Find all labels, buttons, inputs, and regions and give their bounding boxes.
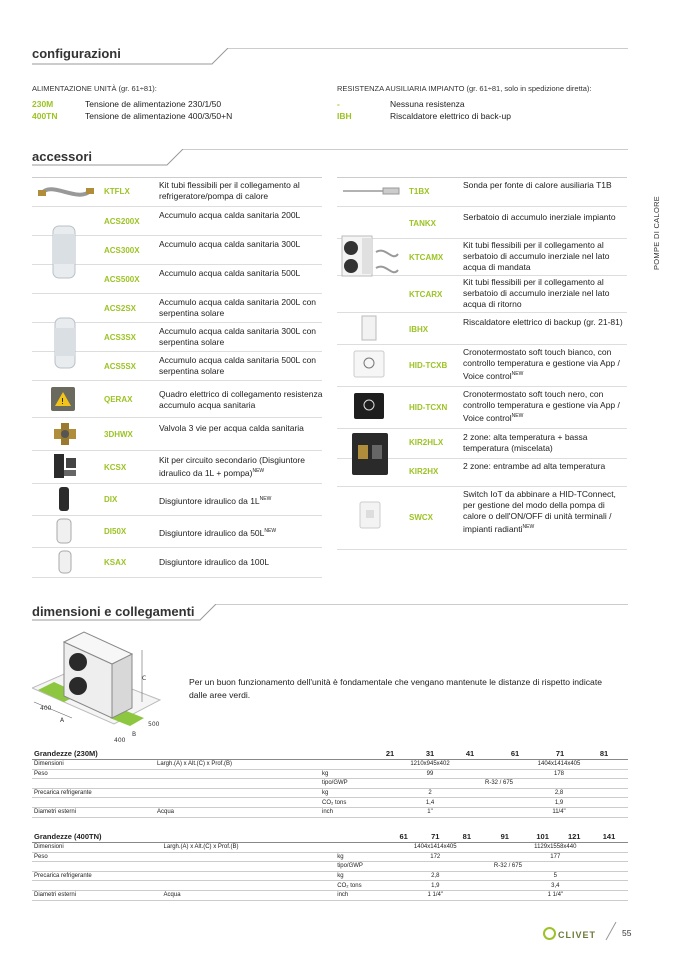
config-code: IBH <box>337 111 352 121</box>
accessory-desc: Accumulo acqua calda sanitaria 300L <box>159 239 301 249</box>
accessory-desc: Accumulo acqua calda sanitaria 200L <box>159 210 301 220</box>
separator-icon <box>56 549 74 575</box>
row-label: Precarica refrigerante <box>32 788 155 798</box>
row-unit: inch <box>335 890 388 900</box>
electric-panel-icon <box>50 386 76 412</box>
section-title-configurazioni: configurazioni <box>32 46 121 61</box>
flex-hose-icon <box>38 179 94 205</box>
accessory-desc: Accumulo acqua calda sanitaria 500L con serpentina solare <box>159 355 317 376</box>
accessory-code: ACS5SX <box>104 362 137 371</box>
accessory-desc-text: Cronotermostato soft touch nero, con controllo temperatura e gestione via App / Voice control <box>463 389 620 423</box>
size-header: 101 <box>527 831 559 843</box>
list-item <box>32 515 322 548</box>
row-unit: kg <box>320 788 370 798</box>
list-item <box>32 483 322 516</box>
table-row <box>32 890 628 900</box>
cell-value: 1404x1414x405 <box>388 843 483 853</box>
row-label: Dimensioni <box>32 843 162 853</box>
config-code: 230M <box>32 99 54 109</box>
spec-table-400tn <box>32 831 628 901</box>
accessory-code: KIR2HX <box>409 467 439 476</box>
row-unit: tipo/GWP <box>320 779 370 789</box>
footer-slash <box>604 920 618 942</box>
accessory-desc: Accumulo acqua calda sanitaria 200L con serpentina solare <box>159 297 317 318</box>
pump-kit-icon <box>52 452 78 480</box>
config-text: Tensione de alimentazione 400/3/50+N <box>85 111 233 121</box>
accessory-code: KIR2HLX <box>409 438 444 447</box>
list-item <box>32 547 322 578</box>
accessory-code: HID-TCXB <box>409 361 448 370</box>
config-text: Tensione de alimentazione 230/1/50 <box>85 99 222 109</box>
config-text: Riscaldatore elettrico di back-up <box>390 111 511 121</box>
cell-value: 172 <box>388 852 483 862</box>
table-row <box>32 788 628 798</box>
size-header: 91 <box>483 831 527 843</box>
cell-value: 1,9 <box>388 881 483 891</box>
cell-value: 1 1/4" <box>483 890 628 900</box>
spec-table-230m <box>32 748 628 818</box>
accessory-desc: Accumulo acqua calda sanitaria 300L con serpentina solare <box>159 326 317 347</box>
accessory-desc-text: Cronotermostato soft touch bianco, con controllo temperatura e gestione via App / Voice control <box>463 347 620 381</box>
cell-value: 1,4 <box>370 798 490 808</box>
table-title: Grandezze (400TN) <box>32 831 162 843</box>
row-unit: CO₂ tons <box>335 881 388 891</box>
thermostat-white-icon <box>352 349 386 379</box>
accessory-desc: Quadro elettrico di collegamento resistenza accumulo acqua sanitaria <box>159 389 323 410</box>
brand-name: CLIVET <box>558 930 597 940</box>
accessory-code: KSAX <box>104 558 127 567</box>
svg-text:!: ! <box>61 397 65 406</box>
accessory-code: IBHX <box>409 325 429 334</box>
new-badge: NEW <box>252 468 265 474</box>
size-header: 71 <box>419 831 451 843</box>
accessory-code: T1BX <box>409 187 430 196</box>
accessory-code: TANKX <box>409 219 436 228</box>
accessory-code: SWCX <box>409 513 433 522</box>
accessory-desc-text: Disgiuntore idraulico da 50L <box>159 527 265 538</box>
table-row <box>32 798 628 808</box>
section-title-dimensioni: dimensioni e collegamenti <box>32 604 195 619</box>
dim-label-400: 400 <box>114 737 126 744</box>
dim-label-a: A <box>60 717 65 724</box>
dimension-note: Per un buon funzionamento dell'unità è fondamentale che vengano mantenute le distanze di rispetto indicate dalle aree verdi. <box>189 677 602 700</box>
accessory-code: KTFLX <box>104 187 130 196</box>
new-badge: NEW <box>511 413 524 419</box>
cell-value: 177 <box>483 852 628 862</box>
accessory-code: DIX <box>104 495 118 504</box>
dim-label-400: 400 <box>40 705 52 712</box>
row-sublabel <box>155 769 320 779</box>
accessory-desc: Accumulo acqua calda sanitaria 500L <box>159 268 301 278</box>
row-label: Diametri esterni <box>32 807 155 817</box>
accessory-code: KTCAMX <box>409 253 444 262</box>
accessory-desc: Disgiuntore idraulico da 100L <box>159 557 270 567</box>
cell-value: 1" <box>370 807 490 817</box>
config-left-list <box>32 98 232 122</box>
accessory-desc-text: Kit per circuito secondario (Disgiuntore idraulico da 1L + pompa) <box>159 455 305 478</box>
side-label: POMPE DI CALORE <box>652 195 661 270</box>
size-header: 21 <box>370 748 410 760</box>
brand-logo <box>543 927 596 940</box>
cell-value: 5 <box>483 871 628 881</box>
accessory-desc-text: Disgiuntore idraulico da 1L <box>159 495 260 506</box>
section-title-accessori: accessori <box>32 149 92 164</box>
row-sublabel: Largh.(A) x Alt.(C) x Prof.(B) <box>155 760 320 770</box>
separator-icon <box>54 517 74 545</box>
config-right-heading: RESISTENZA AUSILIARIA IMPIANTO (gr. 61÷81, solo in spedizione diretta): <box>337 84 592 93</box>
accessory-code: HID-TCXN <box>409 403 448 412</box>
accessory-code: ACS500X <box>104 275 140 284</box>
new-badge: NEW <box>511 371 524 377</box>
table-row <box>32 862 628 872</box>
row-label: Peso <box>32 769 155 779</box>
dim-label-b: B <box>132 731 137 738</box>
accessory-code: ACS2SX <box>104 304 137 313</box>
cell-value: R-32 / 675 <box>370 779 628 789</box>
accessory-code: DI50X <box>104 527 127 536</box>
size-header: 121 <box>558 831 590 843</box>
cell-value: 3,4 <box>483 881 628 891</box>
size-header: 31 <box>410 748 450 760</box>
accessory-code: QERAX <box>104 395 133 404</box>
dim-label-c: C <box>142 675 147 682</box>
heater-icon <box>360 314 378 342</box>
row-unit: CO₂ tons <box>320 798 370 808</box>
cell-value: 1,9 <box>490 798 628 808</box>
table-row <box>32 779 628 789</box>
table-row <box>32 871 628 881</box>
accessory-desc <box>159 455 324 479</box>
row-unit: inch <box>320 807 370 817</box>
zone-kit-icon <box>350 431 390 477</box>
cell-value: 1210x945x402 <box>370 760 490 770</box>
new-badge: NEW <box>264 528 277 534</box>
tank-icon <box>52 316 78 370</box>
section-divider <box>32 149 632 167</box>
section-divider <box>32 604 632 622</box>
tank-icon <box>50 224 78 280</box>
size-header: 81 <box>451 831 483 843</box>
table-row <box>32 843 628 853</box>
cell-value: 1129x1558x440 <box>483 843 628 853</box>
accessory-desc <box>463 347 628 382</box>
row-unit <box>335 843 388 853</box>
row-unit: tipo/GWP <box>335 862 388 872</box>
row-sublabel: Acqua <box>162 890 336 900</box>
valve-icon <box>50 421 80 447</box>
accessory-desc <box>159 494 324 507</box>
table-row <box>32 852 628 862</box>
cell-value: 2 <box>370 788 490 798</box>
size-header: 41 <box>450 748 490 760</box>
size-header: 81 <box>580 748 628 760</box>
size-header: 71 <box>540 748 580 760</box>
buffer-tank-icon <box>340 232 400 288</box>
page-number: 55 <box>622 928 632 938</box>
new-badge: NEW <box>259 496 272 502</box>
row-unit <box>320 760 370 770</box>
row-sublabel: Largh.(A) x Alt.(C) x Prof.(B) <box>162 843 336 853</box>
config-left-heading: ALIMENTAZIONE UNITÀ (gr. 61÷81): <box>32 84 157 93</box>
table-row <box>32 769 628 779</box>
cell-value: 178 <box>490 769 628 779</box>
accessory-desc: Serbatoio di accumulo inerziale impianto <box>463 212 616 222</box>
cell-value: R-32 / 675 <box>388 862 628 872</box>
accessory-code: ACS300X <box>104 246 140 255</box>
accessory-desc: 2 zone: alta temperatura + bassa temperatura (miscelata) <box>463 432 588 453</box>
cell-value: 2,8 <box>388 871 483 881</box>
accessory-desc <box>463 489 628 535</box>
table-row <box>32 807 628 817</box>
config-right-list <box>337 98 511 122</box>
accessory-code: ACS3SX <box>104 333 137 342</box>
cell-value: 1 1/4" <box>388 890 483 900</box>
table-title: Grandezze (230M) <box>32 748 155 760</box>
separator-icon <box>56 485 72 513</box>
config-code: - <box>337 99 340 109</box>
sensor-probe-icon <box>341 183 401 199</box>
accessory-desc: Kit tubi flessibili per il collegamento al refrigeratore/pompa di calore <box>159 180 300 201</box>
accessory-code: ACS200X <box>104 217 140 226</box>
dim-label-500: 500 <box>148 721 160 728</box>
accessory-desc: Riscaldatore elettrico di backup (gr. 21-81) <box>463 317 623 327</box>
accessory-code: KTCARX <box>409 290 443 299</box>
iot-switch-icon <box>358 500 382 530</box>
accessory-desc: Kit tubi flessibili per il collegamento al serbatoio di accumulo inerziale nel lato acqua di ritorno <box>463 277 610 309</box>
unit-clearance-diagram <box>32 628 162 744</box>
size-header: 61 <box>490 748 540 760</box>
row-sublabel <box>162 852 336 862</box>
row-label: Peso <box>32 852 162 862</box>
size-header: 61 <box>388 831 420 843</box>
accessory-desc: Kit tubi flessibili per il collegamento al serbatoio di accumulo inerziale nel lato acqua di mandata <box>463 240 610 272</box>
size-header: 141 <box>590 831 628 843</box>
new-badge: NEW <box>522 524 535 530</box>
row-label: Dimensioni <box>32 760 155 770</box>
list-item <box>337 312 627 345</box>
row-unit: kg <box>320 769 370 779</box>
accessory-desc-text: Switch IoT da abbinare a HID-TConnect, per gestione del modo della pompa di calore o dell'ON/OFF di unità terminali / impianti radianti <box>463 489 616 534</box>
config-text: Nessuna resistenza <box>390 99 465 109</box>
row-label: Diametri esterni <box>32 890 162 900</box>
cell-value: 1404x1414x405 <box>490 760 628 770</box>
section-divider <box>32 48 632 66</box>
accessory-desc: 2 zone: entrambe ad alta temperatura <box>463 461 606 471</box>
accessory-desc: Sonda per fonte di calore ausiliaria T1B <box>463 180 612 190</box>
accessory-desc <box>463 389 628 424</box>
row-sublabel: Acqua <box>155 807 320 817</box>
cell-value: 2,8 <box>490 788 628 798</box>
brand-mark-icon <box>543 927 556 940</box>
accessory-code: KCSX <box>104 463 127 472</box>
accessory-desc: Valvola 3 vie per acqua calda sanitaria <box>159 423 304 433</box>
table-row <box>32 881 628 891</box>
accessory-desc <box>159 526 324 539</box>
row-unit: kg <box>335 871 388 881</box>
config-code: 400TN <box>32 111 58 121</box>
row-label: Precarica refrigerante <box>32 871 162 881</box>
thermostat-black-icon <box>352 391 386 421</box>
table-row <box>32 760 628 770</box>
cell-value: 99 <box>370 769 490 779</box>
row-unit: kg <box>335 852 388 862</box>
accessory-code: 3DHWX <box>104 430 133 439</box>
cell-value: 11/4" <box>490 807 628 817</box>
